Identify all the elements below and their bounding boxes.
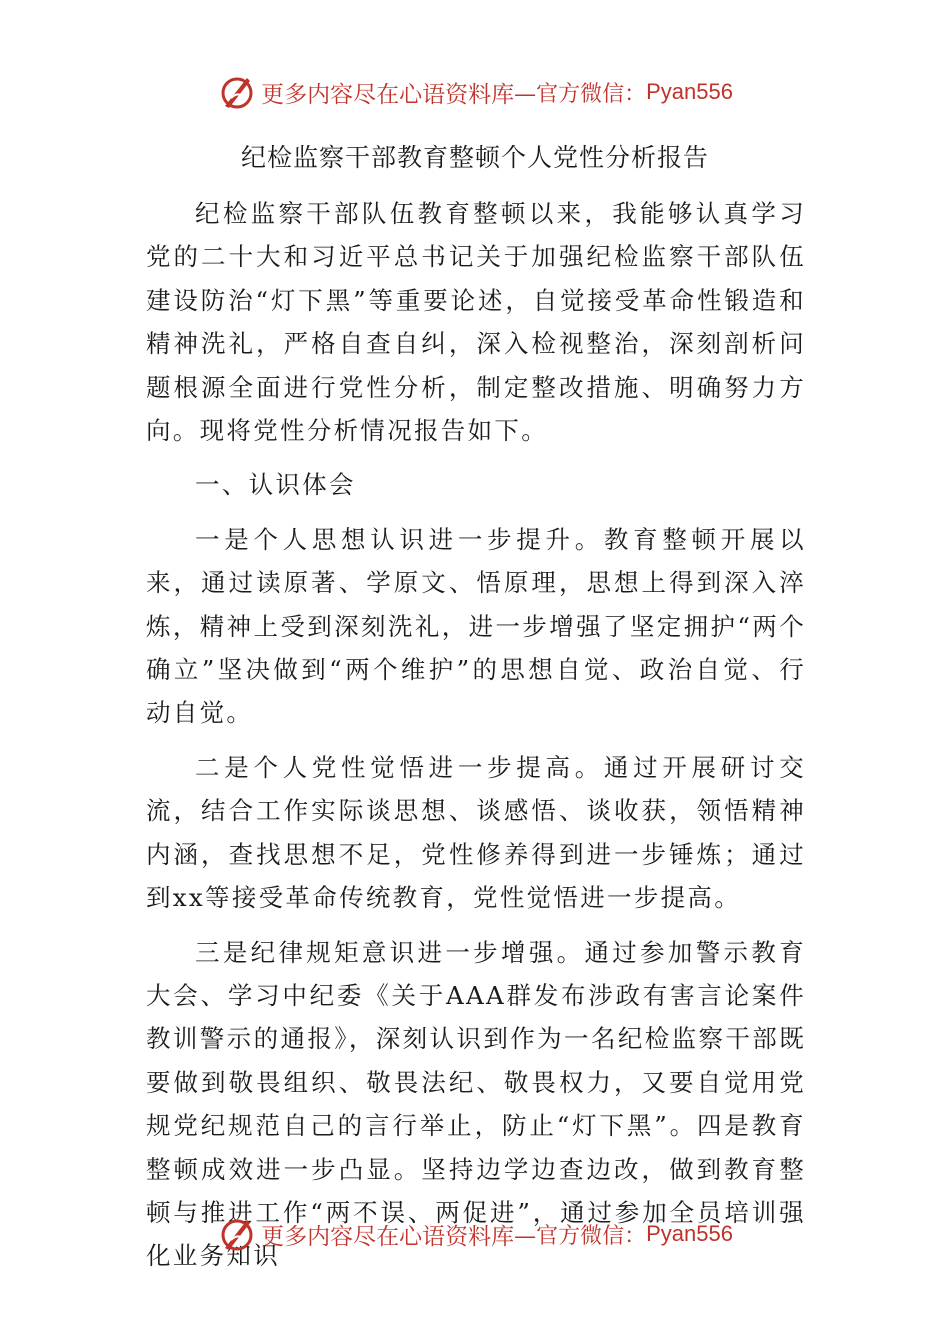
document-body [146,192,806,1289]
section-heading: 一、认识体会 [195,470,356,500]
wechat-handle: Pyan556 [646,1221,733,1246]
footer-banner [0,1212,950,1256]
pen-circle-logo-icon [217,72,257,112]
promo-text: 更多内容尽在心语资料库 [261,1223,515,1250]
wechat-label: —官方微信： [514,1223,647,1249]
header-banner [0,70,950,114]
intro-paragraph: 纪检监察干部队伍教育整顿以来，我能够认真学习党的二十大和习近平总书记关于加强纪检监察干部队伍建设防治“灯下黑”等重要论述，自觉接受革命性锻造和精神洗礼，严格自查自纠，深入检视整治，深刻剖析问题根源全面进行党性分析，制定整改措施、明确努力方向。现将党性分析情况报告如下。 [146,199,806,446]
document-title: 纪检监察干部教育整顿个人党性分析报告 [240,143,709,172]
body-paragraph: 二是个人党性觉悟进一步提高。通过开展研讨交流，结合工作实际谈思想、谈感悟、谈收获，领悟精神内涵，查找思想不足，党性修养得到进一步锤炼；通过到xx等接受革命传统教育，党性觉悟进一步提高。 [146,752,806,913]
body-paragraph: 一是个人思想认识进一步提升。教育整顿开展以来，通过读原著、学原文、悟原理，思想上得到深入淬炼，精神上受到深刻洗礼，进一步增强了坚定拥护“两个确立”坚决做到“两个维护”的思想自觉、政治自觉、行动自觉。 [146,524,806,728]
wechat-label: —官方微信： [514,81,647,107]
pen-circle-logo-icon [217,1214,257,1254]
body-paragraph: 三是纪律规矩意识进一步增强。通过参加警示教育大会、学习中纪委《关于AAA群发布涉政有害言论案件教训警示的通报》，深刻认识到作为一名纪检监察干部既要做到敬畏组织、敬畏法纪、敬畏权力，又要自觉用党规党纪规范自己的言行举止，防止“灯下黑”。四是教育整顿成效进一步凸显。坚持边学边查边改，做到教育整顿与推进工作“两不误、两促进”，通过参加全员培训强化业务知识 [146,937,806,1271]
promo-text: 更多内容尽在心语资料库 [261,81,515,108]
wechat-handle: Pyan556 [646,79,733,104]
